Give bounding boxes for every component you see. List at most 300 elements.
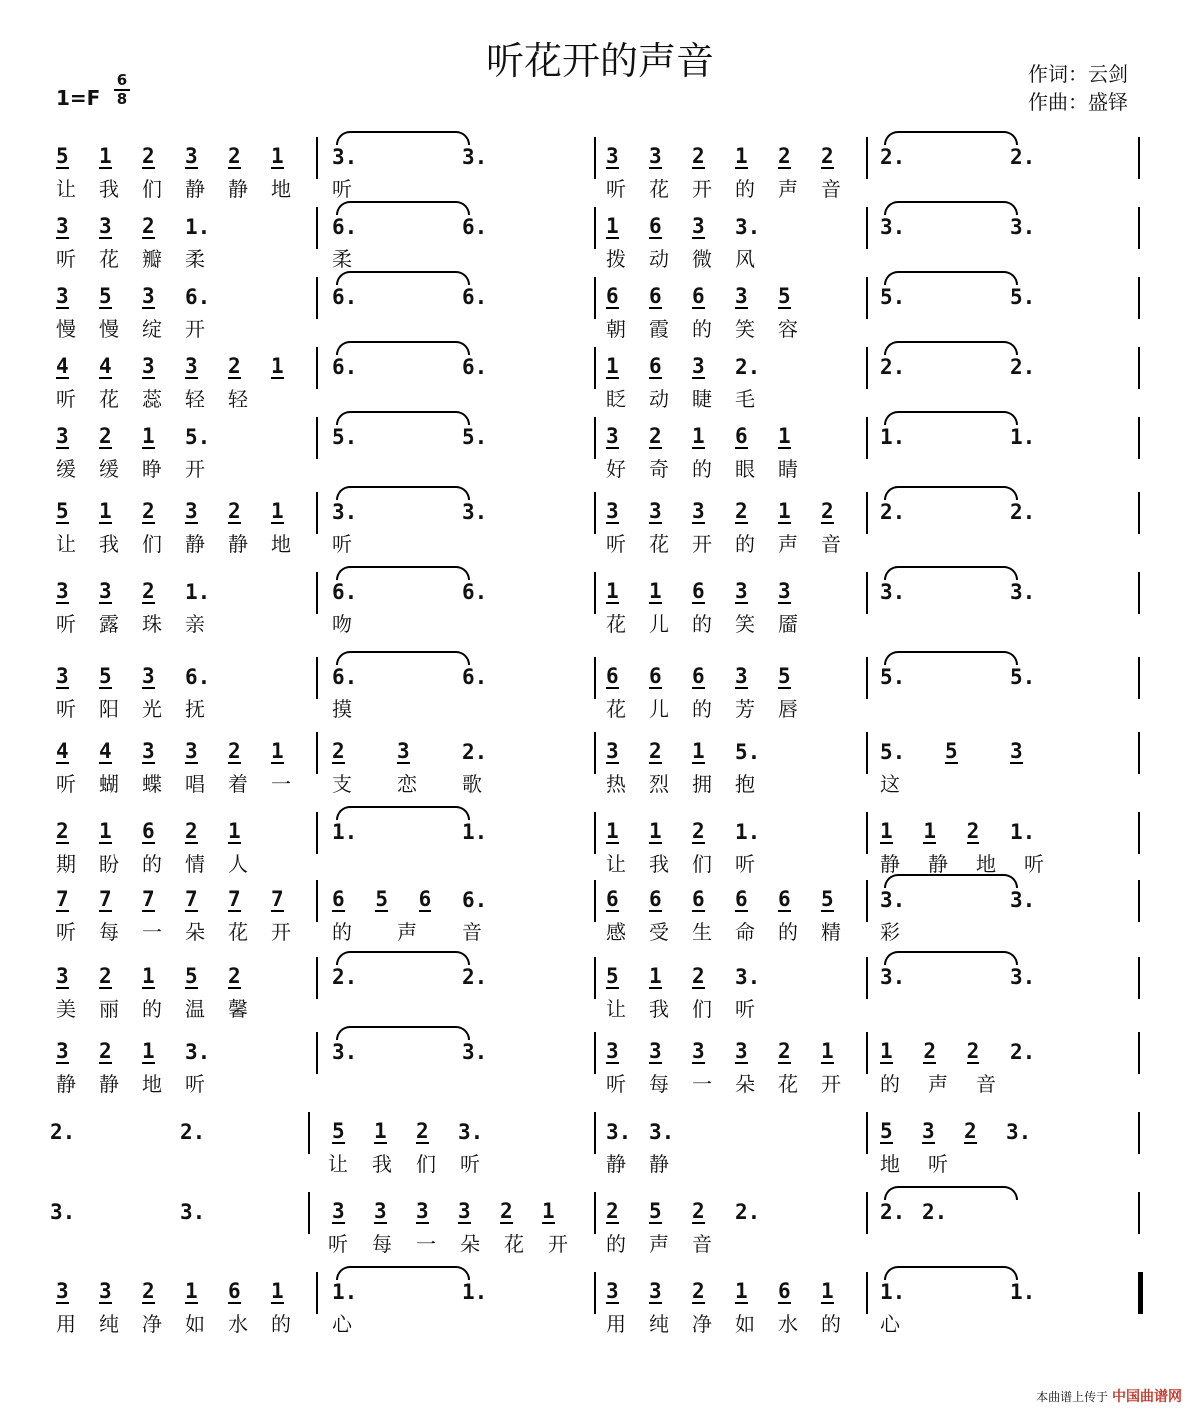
bar-line [594,812,596,854]
note: 1 [142,424,155,448]
note: 5 [880,1119,893,1143]
note: 6 [692,284,705,308]
bar-line [1138,277,1140,319]
tie [336,806,470,820]
note: 1. [462,1280,488,1304]
note: 2 [966,1039,980,1063]
bar-line [594,732,596,774]
lyric: 一 [416,1232,436,1256]
bar-line [866,1112,868,1154]
lyric: 如 [185,1312,205,1336]
lyric: 的 [880,1072,900,1096]
lyric: 开 [185,317,205,341]
note: 3. [880,215,906,239]
lyric: 毛 [735,387,755,411]
bar-line [316,1032,318,1074]
note: 3 [99,579,112,603]
lyric: 的 [778,920,798,944]
note: 6. [332,665,358,689]
lyric: 芳 [735,697,755,721]
note: 7 [56,887,69,911]
tie [336,341,470,355]
note: 3 [56,579,69,603]
note: 6 [649,354,662,378]
note: 3. [185,1040,211,1064]
note: 6. [462,285,488,309]
note: 5 [606,964,619,988]
footer-site: 中国曲谱网 [1112,1389,1182,1405]
bar-line [316,207,318,249]
note: 1 [649,964,662,988]
note: 7 [142,887,155,911]
note: 1 [271,354,284,378]
note: 2. [332,965,358,989]
note: 2. [880,1200,906,1224]
note: 2. [462,965,488,989]
lyric: 微 [692,247,712,271]
note: 1 [606,354,619,378]
bar-line [316,957,318,999]
bar-line [316,417,318,459]
lyric: 开 [692,177,712,201]
bar-line [1138,1112,1140,1154]
lyric: 温 [185,997,205,1021]
bar-line [866,417,868,459]
lyric: 慢 [56,317,76,341]
note: 3 [692,214,705,238]
note: 2 [228,354,241,378]
note: 2. [1010,500,1036,524]
lyric: 音 [692,1232,712,1256]
score-row [0,500,1200,570]
bar-line [594,1032,596,1074]
bar-line [1138,347,1140,389]
lyric: 声 [778,177,798,201]
lyric: 的 [821,1312,841,1336]
score-row [0,965,1200,1035]
bar-line [866,347,868,389]
lyric: 花 [228,920,248,944]
note: 3 [606,1279,619,1303]
time-denominator: 8 [114,89,130,108]
bar-line [594,1192,596,1234]
note: 2 [923,1039,936,1063]
bar-line [316,657,318,699]
note: 1 [271,499,284,523]
note: 6 [606,664,619,688]
bar-line [594,572,596,614]
note: 3 [185,354,198,378]
bar-line [1138,417,1140,459]
note: 3. [332,1040,358,1064]
lyric: 如 [735,1312,755,1336]
note: 1. [1010,1280,1036,1304]
lyric: 笑 [735,612,755,636]
lyric: 摸 [332,697,352,721]
note: 3 [142,284,155,308]
note: 1. [332,1280,358,1304]
lyric: 静 [228,532,248,556]
lyric: 音 [821,177,841,201]
lyric: 霞 [649,317,669,341]
score-row [0,285,1200,355]
bar-line [316,1272,318,1314]
note: 1 [692,739,705,763]
note: 1 [880,1039,893,1063]
note: 2 [821,144,834,168]
bar-line [866,277,868,319]
note: 3 [606,1039,619,1063]
lyric: 轻 [185,387,205,411]
lyric: 花 [649,177,669,201]
note: 5. [880,285,906,309]
footer [1036,1386,1182,1406]
tie [884,201,1018,215]
note: 3. [735,965,761,989]
note: 6 [606,284,619,308]
note: 2 [606,1199,619,1223]
note: 2 [228,144,241,168]
note: 3 [374,1199,387,1223]
bar-line [866,957,868,999]
tie [336,131,470,145]
bar-line [316,732,318,774]
lyric: 的 [735,177,755,201]
bar-line [1138,1032,1140,1074]
note: 5. [735,740,761,764]
lyric: 花 [99,247,119,271]
lyric: 每 [372,1232,392,1256]
note: 3 [735,579,748,603]
note: 3. [462,1040,488,1064]
lyric: 静 [228,177,248,201]
note: 5 [185,964,198,988]
note: 2 [735,499,748,523]
lyric: 音 [462,920,482,944]
bar-line [1138,137,1140,179]
lyric: 听 [328,1232,348,1256]
tie [884,411,1018,425]
note: 3 [606,499,619,523]
note: 1 [185,1279,198,1303]
bar-line [1138,880,1140,922]
note: 5 [375,887,388,911]
note: 2. [735,355,761,379]
note: 6 [418,887,432,911]
bar-line [1138,207,1140,249]
note: 6 [692,579,705,603]
note: 1. [462,820,488,844]
note: 3 [606,144,619,168]
lyric: 听 [1024,852,1044,876]
note: 2. [880,500,906,524]
lyric: 柔 [332,247,352,271]
note: 5. [185,425,211,449]
lyric: 听 [928,1152,948,1176]
lyric: 听 [56,697,76,721]
note: 6 [735,887,748,911]
note: 6. [332,355,358,379]
note: 2. [922,1200,948,1224]
bar-line [1138,1272,1143,1314]
lyric: 心 [332,1312,352,1336]
lyric: 听 [56,920,76,944]
note: 5. [880,740,906,764]
note: 1 [374,1119,387,1143]
note: 1 [542,1199,555,1223]
note: 3. [1010,580,1036,604]
bar-line [866,812,868,854]
note: 3. [462,500,488,524]
lyric: 恋 [397,772,417,796]
score-row [0,425,1200,495]
note: 1. [1010,425,1036,449]
bar-line [594,957,596,999]
lyric: 声 [397,920,417,944]
note: 3 [142,354,155,378]
bar-line [594,492,596,534]
lyricist-credit: 作词：云剑 [1028,62,1128,86]
lyric: 我 [99,177,119,201]
note: 1 [99,144,112,168]
note: 3 [416,1199,429,1223]
lyric: 每 [99,920,119,944]
lyric: 的 [735,532,755,556]
lyric: 声 [649,1232,669,1256]
note: 3. [1010,888,1036,912]
score-row [0,355,1200,425]
lyric: 声 [928,1072,948,1096]
lyric: 受 [649,920,669,944]
lyric: 听 [185,1072,205,1096]
note: 6 [778,1279,791,1303]
note: 3 [1010,739,1023,763]
lyric: 听 [56,772,76,796]
lyric: 风 [735,247,755,271]
tie [884,271,1018,285]
lyric: 音 [976,1072,996,1096]
bar-line [594,1112,596,1154]
note: 1 [271,144,284,168]
note: 3. [880,580,906,604]
note: 6 [228,1279,241,1303]
note: 7 [271,887,284,911]
note: 2 [692,1199,705,1223]
lyric: 的 [142,852,162,876]
note: 2. [1010,145,1036,169]
note: 1 [821,1039,834,1063]
note: 5. [880,665,906,689]
note: 5 [778,284,791,308]
note: 6. [332,580,358,604]
lyric: 我 [649,997,669,1021]
tie [884,874,1018,888]
note: 5 [332,1119,345,1143]
note: 3 [649,499,662,523]
lyric: 着 [228,772,248,796]
lyric: 静 [185,532,205,556]
lyric: 生 [692,920,712,944]
note: 1 [923,819,936,843]
lyric: 感 [606,920,626,944]
note: 1 [649,579,662,603]
lyric: 让 [328,1152,348,1176]
lyric: 开 [271,920,291,944]
note: 3 [56,664,69,688]
bar-line [866,1192,868,1234]
note: 6. [462,888,488,912]
note: 1 [228,819,241,843]
note: 2 [332,739,345,763]
note: 3 [692,1039,705,1063]
bar-line [316,137,318,179]
tie [336,201,470,215]
note: 4 [56,739,69,763]
bar-line [594,277,596,319]
bar-line [594,347,596,389]
lyric: 听 [606,1072,626,1096]
lyric: 让 [56,532,76,556]
bar-line [866,657,868,699]
note: 1. [880,1280,906,1304]
note: 6. [462,355,488,379]
lyric: 静 [99,1072,119,1096]
lyric: 睁 [142,457,162,481]
lyric: 听 [56,387,76,411]
lyric: 好 [606,457,626,481]
lyric: 静 [185,177,205,201]
score-row [0,145,1200,215]
composer-credit: 作曲：盛铎 [1028,90,1128,114]
lyric: 我 [99,532,119,556]
note: 2. [880,355,906,379]
lyric: 拥 [692,772,712,796]
lyric: 一 [692,1072,712,1096]
lyric: 的 [332,920,352,944]
lyric: 的 [692,612,712,636]
note: 3. [606,1120,632,1144]
note: 2 [228,739,241,763]
bar-line [594,657,596,699]
note: 3. [1010,215,1036,239]
lyric: 静 [928,852,948,876]
bar-line [866,137,868,179]
score-row [0,1040,1200,1110]
note: 2 [142,579,155,603]
note: 2 [185,819,198,843]
lyric: 朝 [606,317,626,341]
lyric: 声 [778,532,798,556]
note: 3 [56,964,69,988]
note: 3. [1010,965,1036,989]
lyric: 纯 [99,1312,119,1336]
score-row [0,888,1200,958]
tie [884,131,1018,145]
lyric: 儿 [649,612,669,636]
note: 3 [185,144,198,168]
bar-line [308,1112,310,1154]
score-row [0,820,1200,890]
note: 2 [142,1279,155,1303]
lyric: 朵 [185,920,205,944]
note: 3 [397,739,410,763]
lyric: 睫 [692,387,712,411]
lyric: 的 [692,457,712,481]
note: 3 [735,1039,748,1063]
bar-line [866,207,868,249]
note: 5 [56,144,69,168]
page-title: 听花开的声音 [485,39,714,83]
lyric: 眨 [606,387,626,411]
lyric: 情 [185,852,205,876]
note: 3. [880,888,906,912]
note: 3 [185,499,198,523]
note: 1 [649,819,662,843]
lyric: 缓 [99,457,119,481]
note: 2 [964,1119,977,1143]
lyric: 开 [821,1072,841,1096]
tie [884,486,1018,500]
note: 4 [56,354,69,378]
lyric: 静 [606,1152,626,1176]
score-row [0,740,1200,810]
lyric: 吻 [332,612,352,636]
note: 2 [692,964,705,988]
bar-line [1138,657,1140,699]
lyric: 支 [332,772,352,796]
tie [336,1026,470,1040]
score-row [0,1200,1200,1270]
lyric: 开 [185,457,205,481]
lyric: 精 [821,920,841,944]
bar-line [866,880,868,922]
lyric: 光 [142,697,162,721]
lyric: 美 [56,997,76,1021]
note: 2. [880,145,906,169]
lyric: 花 [99,387,119,411]
lyric: 静 [649,1152,669,1176]
tie [884,566,1018,580]
lyric: 一 [142,920,162,944]
note: 4 [99,739,112,763]
lyric: 阳 [99,697,119,721]
lyric: 的 [692,317,712,341]
lyric: 地 [880,1152,900,1176]
note: 2 [99,1039,112,1063]
tie [884,1266,1018,1280]
note: 2 [692,1279,705,1303]
note: 3 [649,1039,662,1063]
note: 2. [462,740,488,764]
note: 1. [880,425,906,449]
tie [336,566,470,580]
note: 2 [649,424,662,448]
note: 6 [649,284,662,308]
tie [884,651,1018,665]
note: 3 [458,1199,471,1223]
score-row [0,1120,1200,1190]
lyric: 人 [228,852,248,876]
note: 7 [185,887,198,911]
bar-line [594,137,596,179]
bar-line [1138,732,1140,774]
lyric: 花 [649,532,669,556]
bar-line [316,492,318,534]
note: 5 [56,499,69,523]
lyric: 让 [606,997,626,1021]
note: 1 [606,214,619,238]
bar-line [594,417,596,459]
